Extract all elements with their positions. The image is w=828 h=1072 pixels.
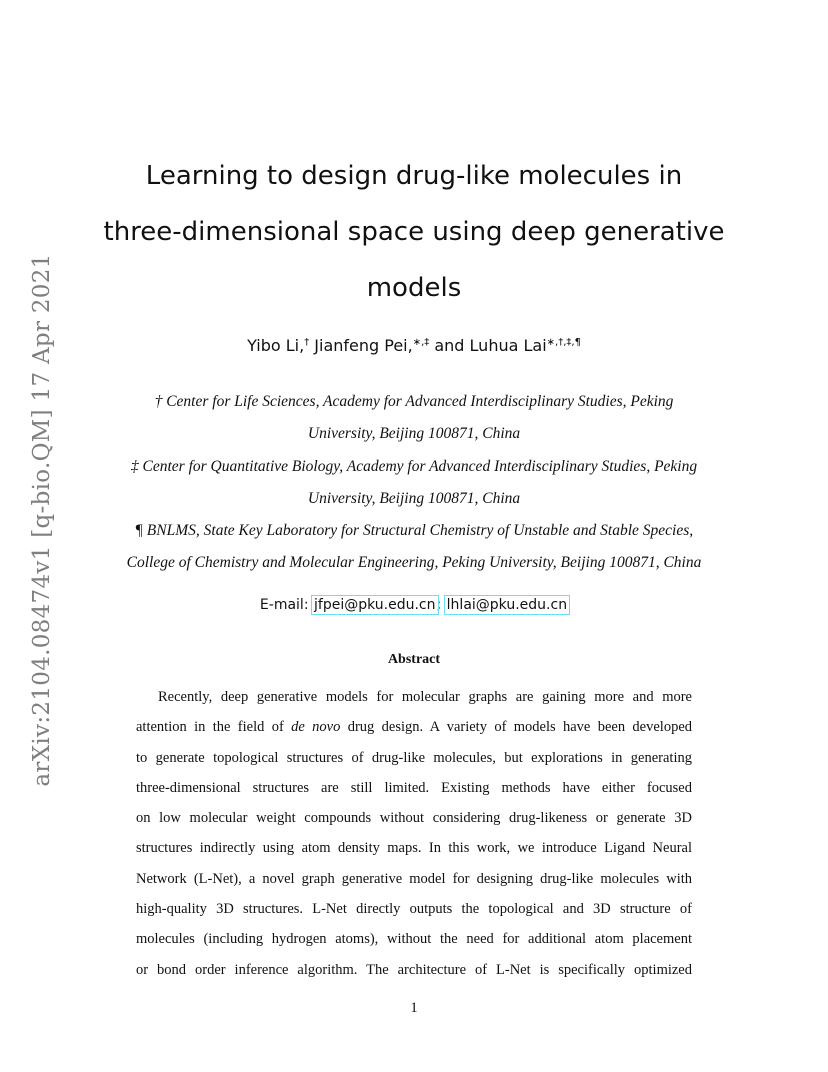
title-line: Learning to design drug-like molecules in — [145, 161, 683, 191]
author-affiliation-marks: ∗,†,‡,¶ — [546, 337, 581, 348]
affiliation-line: University, Beijing 100871, China — [307, 489, 521, 507]
email-link-lhlai[interactable]: lhlai@pku.edu.cn — [446, 597, 568, 613]
email-separator: ; — [436, 597, 442, 613]
abstract-line: Network (L-Net), a novel graph generative model for designing drug-like molecules with — [136, 870, 692, 887]
abstract-text: attention in the field of — [136, 719, 292, 736]
author-name: Jianfeng Pei, — [314, 336, 413, 355]
paper-title — [80, 148, 748, 316]
abstract-text: drug design. A variety of models have been developed — [340, 719, 693, 736]
abstract-emphasis: de novo — [291, 719, 341, 736]
author-affiliation-marks: ∗,‡ — [412, 337, 430, 348]
arxiv-identifier: arXiv:2104.08474v1 [q-bio.QM] 17 Apr 2021 — [29, 253, 55, 787]
affiliation-line: College of Chemistry and Molecular Engineering, Peking University, Beijing 100871, China — [126, 554, 702, 572]
page-number: 1 — [410, 1000, 418, 1016]
affiliation-line: ‡ Center for Quantitative Biology, Academy for Advanced Interdisciplinary Studies, Peking — [130, 457, 698, 475]
title-line: three-dimensional space using deep generative — [103, 217, 725, 247]
title-line: models — [366, 273, 462, 303]
affiliation-line: University, Beijing 100871, China — [307, 425, 521, 443]
author-name: and Luhua Lai — [434, 336, 547, 355]
abstract-body — [136, 682, 692, 985]
author-list — [0, 336, 828, 355]
affiliation-line: ¶ BNLMS, State Key Laboratory for Structural Chemistry of Unstable and Stable Species, — [134, 522, 694, 540]
abstract-line: high-quality 3D structures. L-Net directly outputs the topological and 3D structure of — [136, 901, 692, 918]
email-line — [0, 597, 828, 613]
affiliations — [60, 386, 768, 580]
email-link-jfpei[interactable]: jfpei@pku.edu.cn — [314, 597, 436, 613]
author-name: Yibo Li, — [247, 336, 305, 355]
abstract-heading: Abstract — [387, 652, 441, 667]
abstract-line: structures indirectly using atom density maps. In this work, we introduce Ligand Neural — [136, 840, 692, 857]
abstract-line: three-dimensional structures are still limited. Existing methods have either focused — [136, 779, 692, 796]
abstract-line — [136, 712, 692, 742]
abstract-line: or bond order inference algorithm. The architecture of L-Net is specifically optimized — [136, 961, 692, 978]
abstract-line: Recently, deep generative models for molecular graphs are gaining more and more — [158, 689, 692, 705]
abstract-line: on low molecular weight compounds without considering drug-likeness or generate 3D — [136, 810, 692, 827]
abstract-line: to generate topological structures of drug-like molecules, but explorations in generating — [136, 749, 692, 766]
author-affiliation-marks: † — [304, 337, 310, 348]
affiliation-line: † Center for Life Sciences, Academy for Advanced Interdisciplinary Studies, Peking — [154, 393, 674, 410]
email-label: E-mail: — [259, 597, 309, 613]
abstract-line: molecules (including hydrogen atoms), without the need for additional atom placement — [136, 931, 692, 948]
